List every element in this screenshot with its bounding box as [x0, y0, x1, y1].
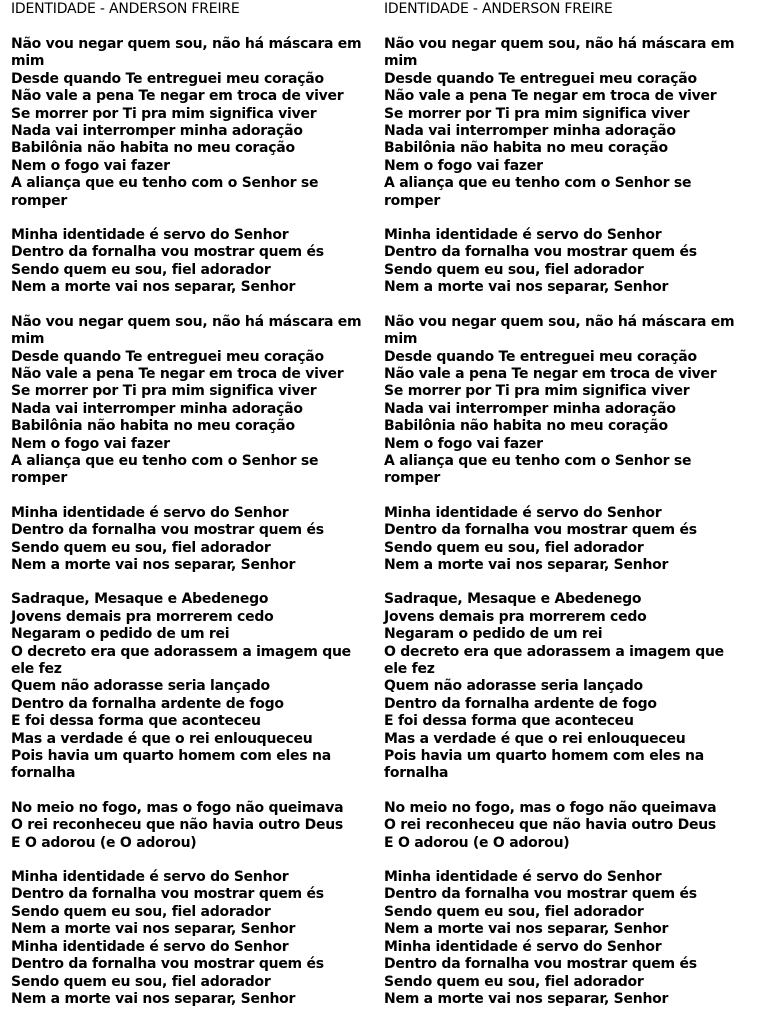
lyrics-line: Não vou negar quem sou, não há máscara em mim: [11, 313, 362, 348]
lyrics-line: Quem não adorasse seria lançado: [11, 678, 270, 695]
lyrics-stanza: [11, 314, 373, 488]
lyrics-line: Desde quando Te entreguei meu coração: [384, 70, 697, 87]
lyrics-line: Dentro da fornalha ardente de fogo: [384, 695, 657, 712]
lyrics-stanza: [11, 505, 373, 575]
lyrics-line: Nem a morte vai nos separar, Senhor: [384, 990, 669, 1007]
lyrics-stanza: [11, 227, 373, 297]
lyrics-line: Nem a morte vai nos separar, Senhor: [11, 279, 296, 296]
lyrics-line: Sendo quem eu sou, fiel adorador: [384, 973, 644, 990]
lyrics-line: Dentro da fornalha vou mostrar quem és: [11, 956, 324, 973]
lyrics-line: Negaram o pedido de um rei: [384, 626, 603, 643]
lyrics-line: Nem a morte vai nos separar, Senhor: [384, 279, 669, 296]
lyrics-line: Desde quando Te entreguei meu coração: [11, 348, 324, 365]
lyrics-line: A aliança que eu tenho com o Senhor se romper: [11, 452, 319, 487]
lyrics-line: Sendo quem eu sou, fiel adorador: [384, 261, 644, 278]
lyrics-line: Minha identidade é servo do Senhor: [384, 869, 662, 886]
lyrics-line: Pois havia um quarto homem com eles na fornalha: [11, 748, 331, 782]
lyrics-line: Mas a verdade é que o rei enlouqueceu: [11, 730, 313, 747]
lyrics-line: Nada vai interromper minha adoração: [384, 123, 676, 140]
lyrics-line: O rei reconheceu que não havia outro Deus: [384, 817, 716, 834]
lyrics-line: Dentro da fornalha vou mostrar quem és: [384, 956, 697, 973]
song-title: IDENTIDADE - ANDERSON FREIRE: [384, 1, 613, 17]
lyrics-line: Nada vai interromper minha adoração: [384, 400, 676, 417]
stanza-list: [384, 36, 746, 1008]
lyrics-line: Pois havia um quarto homem com eles na fornalha: [384, 748, 704, 782]
lyrics-line: Babilônia não habita no meu coração: [384, 418, 668, 435]
lyrics-line: Nem o fogo vai fazer: [11, 157, 170, 174]
lyrics-stanza: [384, 36, 746, 210]
lyrics-line: Mas a verdade é que o rei enlouqueceu: [384, 730, 686, 747]
lyrics-line: Babilônia não habita no meu coração: [11, 140, 295, 157]
lyrics-column-right: [384, 1, 746, 1025]
lyrics-line: E foi dessa forma que aconteceu: [11, 713, 261, 730]
lyrics-line: Desde quando Te entreguei meu coração: [384, 348, 697, 365]
lyrics-line: Sendo quem eu sou, fiel adorador: [384, 903, 644, 920]
lyrics-line: Não vale a pena Te negar em troca de viver: [11, 365, 344, 382]
lyrics-line: Nem a morte vai nos separar, Senhor: [384, 556, 669, 573]
lyrics-line: Negaram o pedido de um rei: [11, 626, 230, 643]
lyrics-line: Jovens demais pra morrerem cedo: [11, 608, 274, 625]
lyrics-line: Não vou negar quem sou, não há máscara em mim: [384, 36, 735, 70]
lyrics-line: Nem a morte vai nos separar, Senhor: [11, 556, 296, 573]
lyrics-stanza: [11, 591, 373, 782]
lyrics-line: Desde quando Te entreguei meu coração: [11, 70, 324, 87]
lyrics-line: Jovens demais pra morrerem cedo: [384, 608, 647, 625]
lyrics-line: Nem o fogo vai fazer: [384, 435, 543, 452]
lyrics-line: Nada vai interromper minha adoração: [11, 400, 303, 417]
lyrics-line: Dentro da fornalha vou mostrar quem és: [384, 522, 697, 539]
lyrics-line: A aliança que eu tenho com o Senhor se romper: [384, 452, 692, 487]
lyrics-line: Sadraque, Mesaque e Abedenego: [384, 591, 642, 608]
lyrics-line: Dentro da fornalha vou mostrar quem és: [384, 244, 697, 261]
lyrics-line: Quem não adorasse seria lançado: [384, 678, 643, 695]
lyrics-line: Dentro da fornalha vou mostrar quem és: [11, 244, 324, 261]
lyrics-column-left: [11, 1, 373, 1025]
lyrics-line: Sadraque, Mesaque e Abedenego: [11, 591, 269, 608]
lyrics-line: Não vale a pena Te negar em troca de viver: [384, 365, 717, 382]
lyrics-line: O decreto era que adorassem a imagem que ele fez: [11, 643, 351, 677]
lyrics-line: Sendo quem eu sou, fiel adorador: [11, 903, 271, 920]
song-title: IDENTIDADE - ANDERSON FREIRE: [11, 1, 240, 17]
lyrics-line: Minha identidade é servo do Senhor: [11, 869, 289, 886]
lyrics-line: Dentro da fornalha ardente de fogo: [11, 695, 284, 712]
lyrics-line: Sendo quem eu sou, fiel adorador: [11, 539, 271, 556]
lyrics-line: A aliança que eu tenho com o Senhor se romper: [384, 175, 692, 209]
lyrics-line: Sendo quem eu sou, fiel adorador: [11, 973, 271, 990]
lyrics-line: Minha identidade é servo do Senhor: [384, 504, 662, 521]
lyrics-line: Se morrer por Ti pra mim significa viver: [11, 105, 317, 122]
lyrics-line: O decreto era que adorassem a imagem que ele fez: [384, 643, 724, 677]
lyrics-line: Não vale a pena Te negar em troca de viver: [11, 88, 344, 105]
lyrics-line: Sendo quem eu sou, fiel adorador: [11, 261, 271, 278]
lyrics-line: Se morrer por Ti pra mim significa viver: [384, 105, 690, 122]
lyrics-line: O rei reconheceu que não havia outro Deus: [11, 817, 343, 834]
lyrics-stanza: [11, 36, 373, 210]
lyrics-line: Babilônia não habita no meu coração: [11, 418, 295, 435]
lyrics-stanza: [384, 800, 746, 852]
lyrics-stanza: [384, 591, 746, 782]
lyrics-line: Nem a morte vai nos separar, Senhor: [11, 990, 296, 1007]
lyrics-line: No meio no fogo, mas o fogo não queimava: [384, 799, 717, 816]
lyrics-line: Sendo quem eu sou, fiel adorador: [384, 539, 644, 556]
lyrics-line: Não vou negar quem sou, não há máscara em mim: [384, 313, 735, 348]
lyrics-stanza: [384, 314, 746, 488]
lyrics-stanza: [384, 505, 746, 575]
lyrics-line: No meio no fogo, mas o fogo não queimava: [11, 799, 344, 816]
lyrics-line: Nem o fogo vai fazer: [11, 435, 170, 452]
lyrics-line: Nem a morte vai nos separar, Senhor: [384, 921, 669, 938]
lyrics-stanza: [11, 869, 373, 1008]
lyrics-line: E O adorou (e O adorou): [384, 834, 570, 851]
lyrics-line: Não vou negar quem sou, não há máscara em mim: [11, 36, 362, 70]
stanza-list: [11, 36, 373, 1008]
lyrics-line: Nem a morte vai nos separar, Senhor: [11, 921, 296, 938]
lyrics-stanza: [11, 800, 373, 852]
lyrics-line: Babilônia não habita no meu coração: [384, 140, 668, 157]
lyrics-line: Dentro da fornalha vou mostrar quem és: [11, 886, 324, 903]
lyrics-line: Se morrer por Ti pra mim significa viver: [384, 383, 690, 400]
lyrics-line: Minha identidade é servo do Senhor: [11, 227, 289, 244]
lyrics-line: Dentro da fornalha vou mostrar quem és: [11, 522, 324, 539]
lyrics-line: Minha identidade é servo do Senhor: [11, 938, 289, 955]
lyrics-line: Não vale a pena Te negar em troca de viver: [384, 88, 717, 105]
lyrics-line: Minha identidade é servo do Senhor: [384, 938, 662, 955]
lyrics-line: Se morrer por Ti pra mim significa viver: [11, 383, 317, 400]
lyrics-line: A aliança que eu tenho com o Senhor se romper: [11, 175, 319, 209]
lyrics-line: Minha identidade é servo do Senhor: [384, 227, 662, 244]
lyrics-line: Nada vai interromper minha adoração: [11, 123, 303, 140]
lyrics-line: Dentro da fornalha vou mostrar quem és: [384, 886, 697, 903]
lyrics-line: E O adorou (e O adorou): [11, 834, 197, 851]
lyrics-stanza: [384, 227, 746, 297]
lyrics-line: Nem o fogo vai fazer: [384, 157, 543, 174]
lyrics-line: E foi dessa forma que aconteceu: [384, 713, 634, 730]
lyrics-stanza: [384, 869, 746, 1008]
lyrics-line: Minha identidade é servo do Senhor: [11, 504, 289, 521]
